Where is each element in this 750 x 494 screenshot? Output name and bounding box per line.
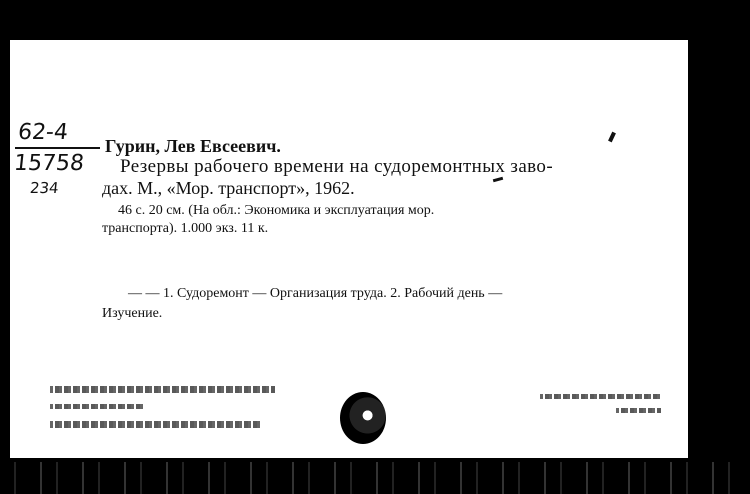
subject-headings-line-2: Изучение. xyxy=(102,306,163,321)
call-number-line1: 62-4 xyxy=(16,120,70,145)
faded-print-line xyxy=(50,421,260,428)
faded-print-line xyxy=(50,404,145,409)
author-heading: Гурин, Лев Евсеевич. xyxy=(105,136,281,156)
call-number-line2: 15758 xyxy=(12,151,86,176)
description-line-2: транспорта). 1.000 экз. 11 к. xyxy=(102,221,269,236)
subject-headings-line-1: — — 1. Судоремонт — Организация труда. 2. Рабочий день — xyxy=(128,286,503,301)
faded-print-line xyxy=(616,408,661,413)
call-number-line3: 234 xyxy=(29,179,60,197)
punch-hole-mark xyxy=(340,392,386,444)
title-line-2: дах. М., «Мор. транспорт», 1962. xyxy=(102,178,355,198)
faded-print-line xyxy=(50,386,275,393)
ink-speck xyxy=(608,132,616,143)
scan-edge-strip xyxy=(0,462,750,494)
title-line-1: Резервы рабочего времени на судоремонтных заво- xyxy=(120,156,554,177)
call-number-divider xyxy=(15,147,100,149)
catalog-card xyxy=(10,40,688,458)
faded-print-line xyxy=(540,394,660,399)
description-line-1: 46 с. 20 см. (На обл.: Экономика и эксплуатация мор. xyxy=(118,203,435,218)
